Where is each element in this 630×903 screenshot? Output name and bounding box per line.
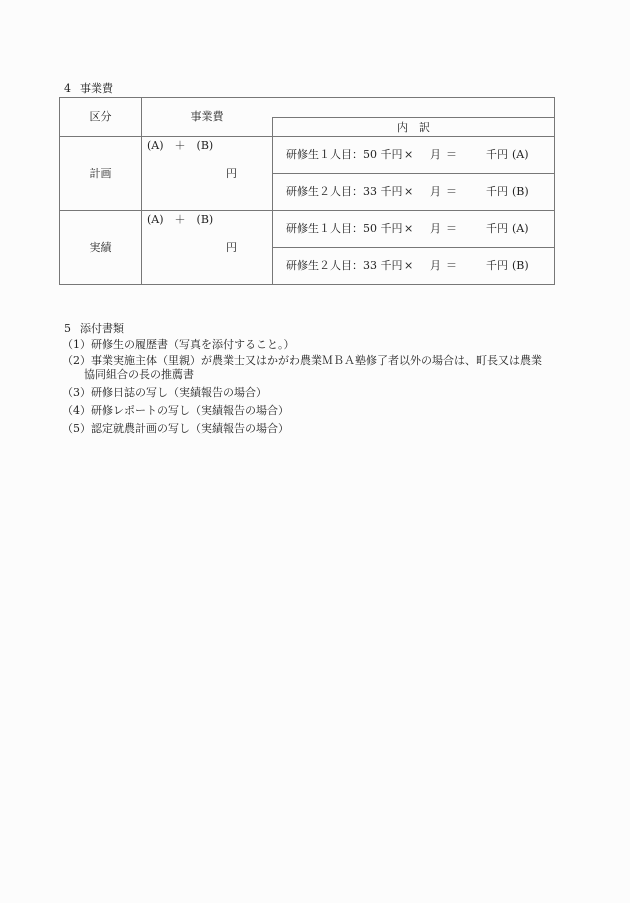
month-label: 月 <box>430 259 441 272</box>
breakdown-label: 研修生２人目：33 千円 <box>286 259 403 272</box>
times-sign: × <box>404 185 414 198</box>
row-plan-cost-unit: 円 <box>226 167 237 180</box>
section-4-heading <box>64 82 113 96</box>
header-cost: 事業費 <box>190 110 224 123</box>
table-divider <box>272 117 554 118</box>
table-divider <box>272 173 554 174</box>
section-4-title: 事業費 <box>80 82 113 95</box>
row-actual-breakdown-b <box>286 259 548 272</box>
attachment-text-continuation: 協同組合の長の推薦書 <box>84 368 194 381</box>
row-actual-cost-unit: 円 <box>226 241 237 254</box>
section-5-number: 5 <box>64 322 71 335</box>
attachment-marker: （1） <box>62 338 91 351</box>
attachment-text: 研修レポートの写し（実績報告の場合） <box>91 404 289 417</box>
equals-sign: ＝ <box>446 259 457 272</box>
table-divider <box>60 210 554 211</box>
row-actual-cost-formula: (A) ＋ (B) <box>147 213 214 226</box>
attachment-marker: （2） <box>62 354 91 367</box>
times-sign: × <box>404 148 414 161</box>
attachment-text: 認定就農計画の写し（実績報告の場合） <box>91 422 289 435</box>
row-plan-breakdown-a <box>286 148 548 161</box>
attachment-item <box>62 386 267 400</box>
equals-sign: ＝ <box>446 148 457 161</box>
equals-sign: ＝ <box>446 222 457 235</box>
table-divider <box>272 117 273 284</box>
table-divider <box>272 247 554 248</box>
attachment-item <box>62 404 289 418</box>
header-breakdown: 内 訳 <box>397 121 430 134</box>
section-4-number: 4 <box>64 82 71 95</box>
attachment-item <box>62 354 542 382</box>
row-plan-cost-formula: (A) ＋ (B) <box>147 139 214 152</box>
attachment-text: 事業実施主体（里親）が農業士又はかがわ農業ＭＢＡ塾修了者以外の場合は、町長又は農業 <box>91 354 542 367</box>
header-category: 区分 <box>89 110 112 123</box>
project-cost-table <box>59 97 555 285</box>
attachment-text: 研修生の履歴書（写真を添付すること。） <box>91 338 295 351</box>
attachment-marker: （3） <box>62 386 91 399</box>
tag-label: (A) <box>512 222 529 235</box>
month-label: 月 <box>430 185 441 198</box>
equals-sign: ＝ <box>446 185 457 198</box>
table-divider <box>141 98 142 284</box>
unit-label: 千円 <box>486 185 508 198</box>
attachment-item <box>62 338 295 352</box>
attachment-item <box>62 422 289 436</box>
month-label: 月 <box>430 148 441 161</box>
attachment-text: 研修日誌の写し（実績報告の場合） <box>91 386 267 399</box>
unit-label: 千円 <box>486 148 508 161</box>
attachment-marker: （4） <box>62 404 91 417</box>
breakdown-label: 研修生１人目：50 千円 <box>286 148 403 161</box>
tag-label: (B) <box>512 185 529 198</box>
section-5-heading <box>64 322 124 336</box>
times-sign: × <box>404 222 414 235</box>
row-actual-category: 実績 <box>89 241 112 254</box>
month-label: 月 <box>430 222 441 235</box>
section-5-title: 添付書類 <box>80 322 124 335</box>
times-sign: × <box>404 259 414 272</box>
tag-label: (B) <box>512 259 529 272</box>
row-actual-breakdown-a <box>286 222 548 235</box>
breakdown-label: 研修生１人目：50 千円 <box>286 222 403 235</box>
unit-label: 千円 <box>486 259 508 272</box>
attachment-marker: （5） <box>62 422 91 435</box>
breakdown-label: 研修生２人目：33 千円 <box>286 185 403 198</box>
tag-label: (A) <box>512 148 529 161</box>
unit-label: 千円 <box>486 222 508 235</box>
row-plan-category: 計画 <box>89 167 112 180</box>
table-divider <box>60 136 554 137</box>
row-plan-breakdown-b <box>286 185 548 198</box>
